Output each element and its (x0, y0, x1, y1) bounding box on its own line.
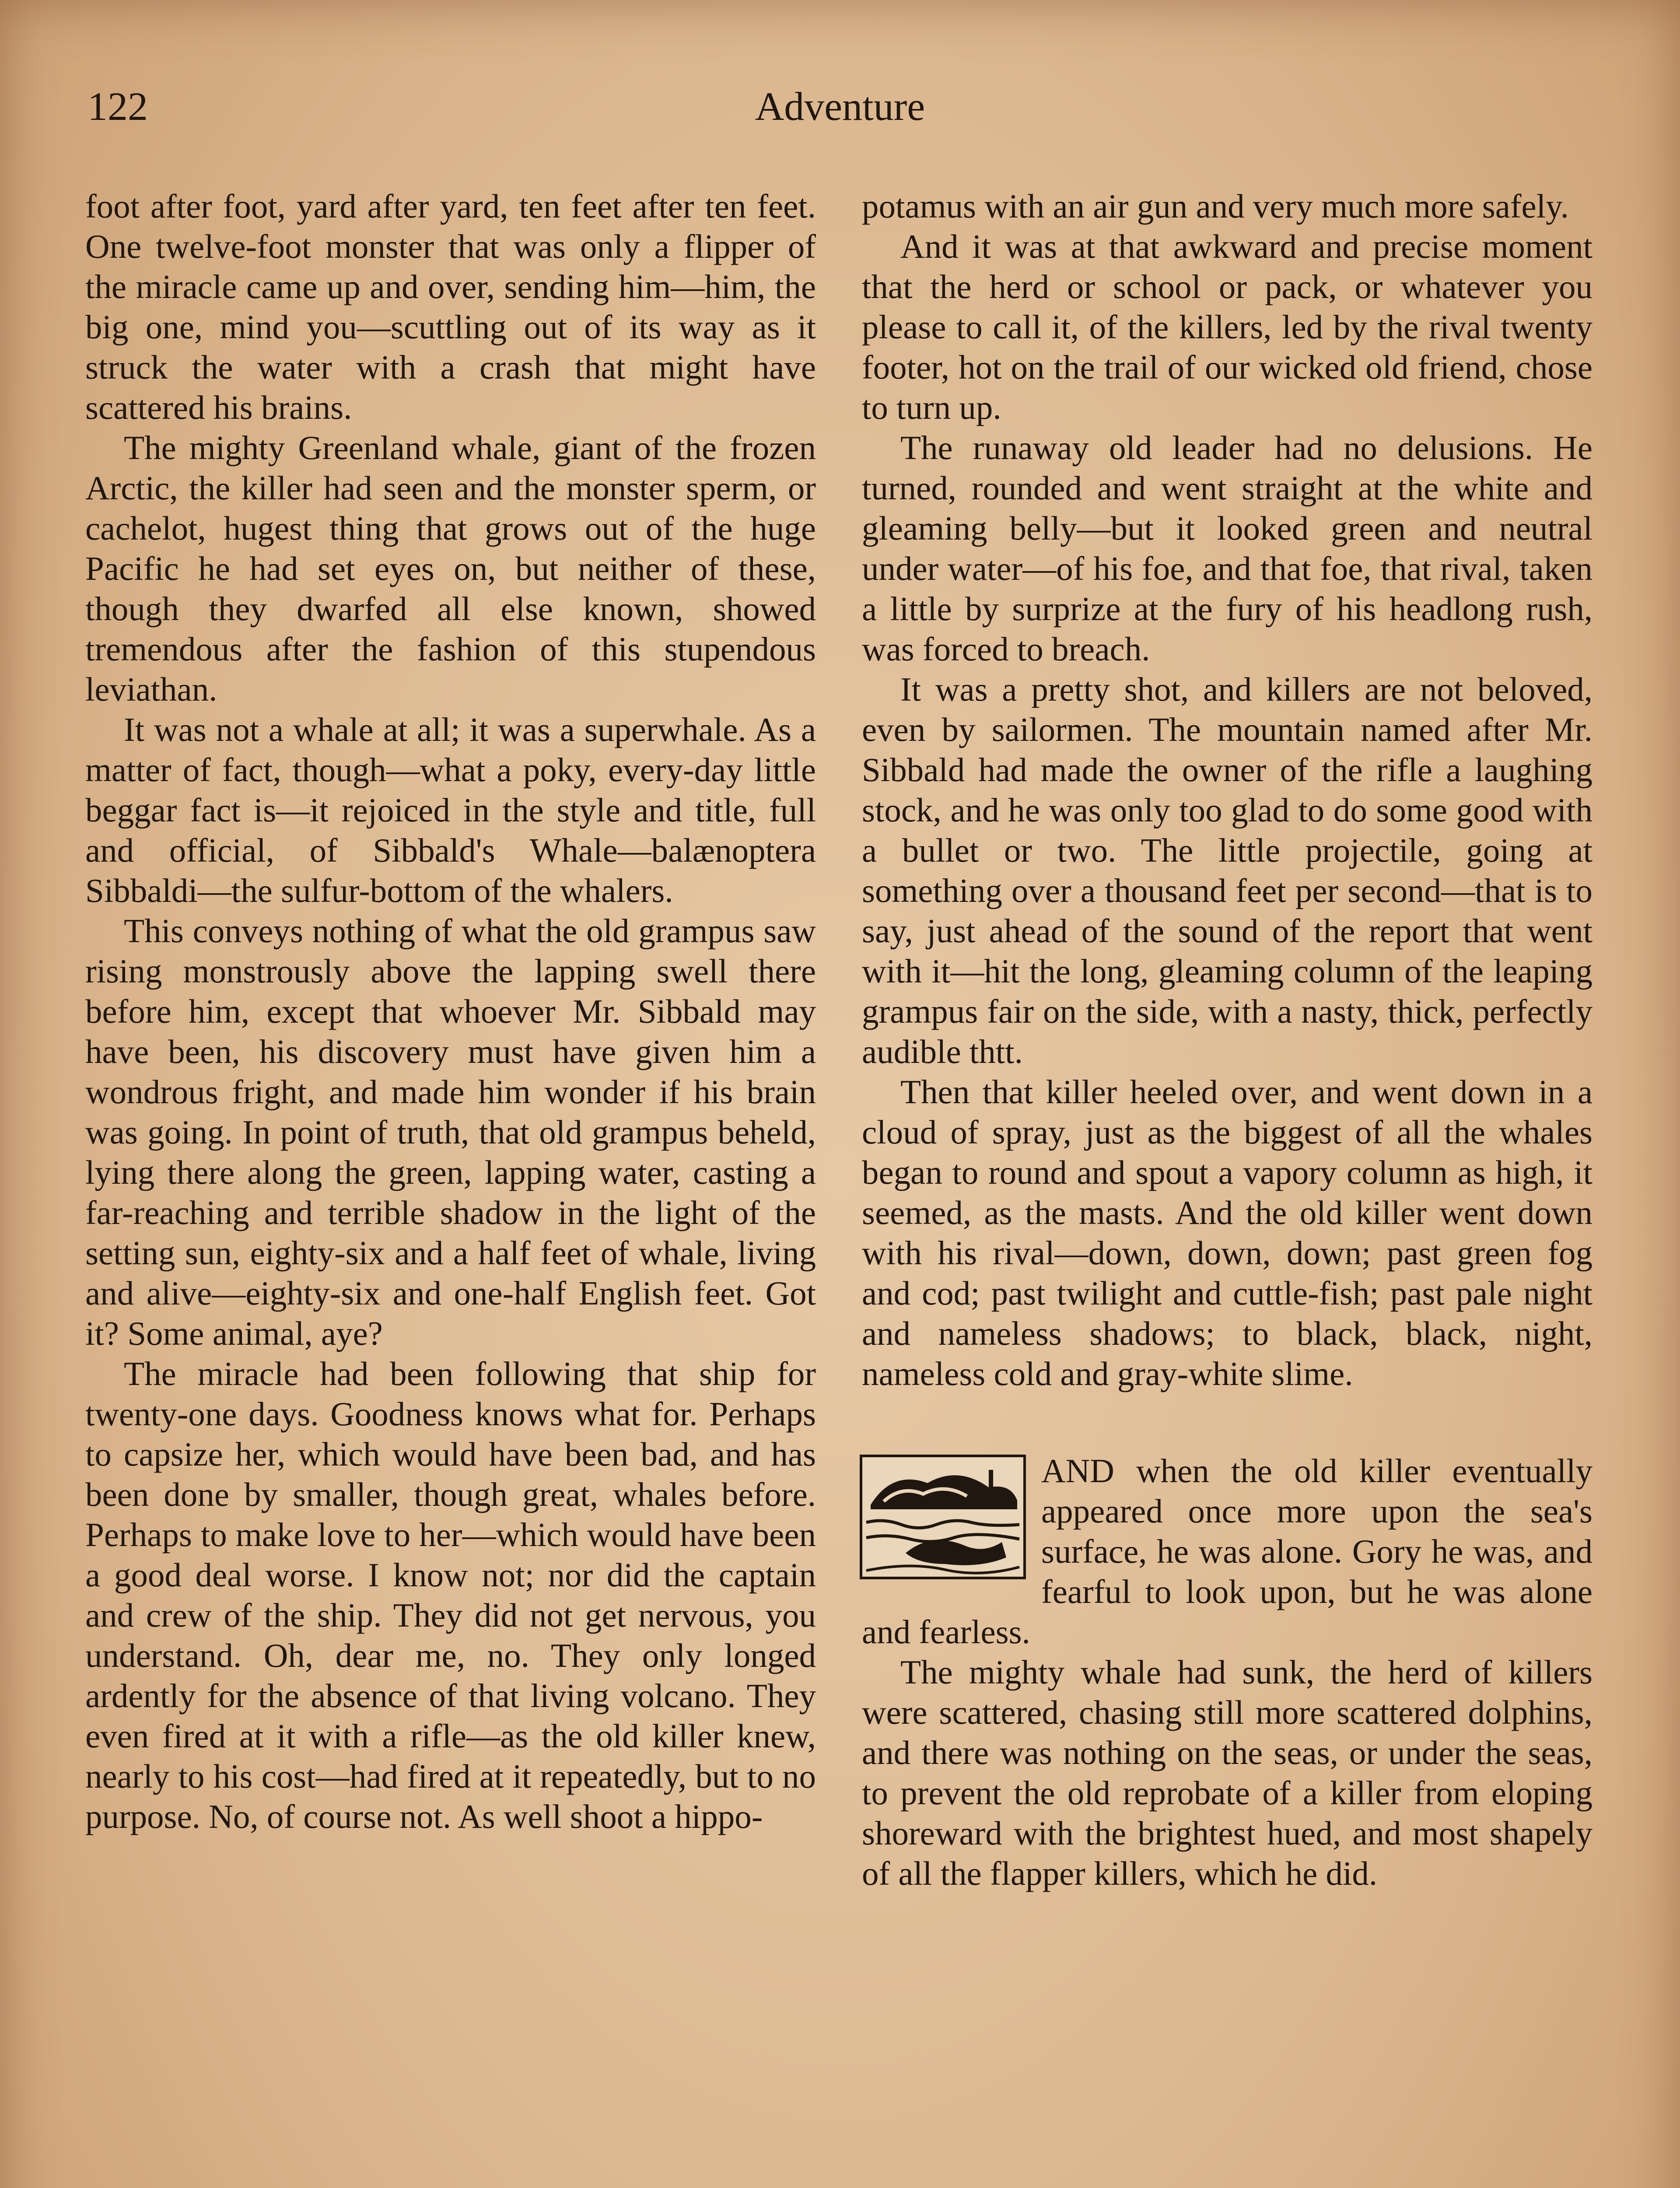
whale-vignette-icon (858, 1452, 1028, 1581)
text-column-left (85, 186, 816, 1837)
running-head: Adventure (755, 84, 925, 129)
paragraph: The miracle had been following that ship for twenty-one days. Goodness knows what for. Perhaps to capsize her, which would have been bad, and has been done by smaller, though great, whales before. Perhaps to make love to her—which would have been a good deal worse. I know not; nor did the captain and crew of the ship. They did not get nervous, you understand. Oh, dear me, no. They only longed ardently for the absence of that living volcano. They even fired at it with a rifle—as the old killer knew, nearly to his cost—had fired at it repeatedly, but to no purpose. No, of course not. As well shoot a hippo- (85, 1355, 816, 1835)
section-break (862, 1451, 1592, 1893)
paragraph: It was not a whale at all; it was a superwhale. As a matter of fact, though—what a poky, every-day little beggar fact is—it rejoiced in the style and title, full and official, of Sibbald's Whale—balænoptera Sibbaldi—the sulfur-bottom of the whalers. (85, 711, 816, 909)
paragraph: Then that killer heeled over, and went down in a cloud of spray, just as the biggest of all the whales began to round and spout a vapory column as high, it seemed, as the masts. And the old killer went down with his rival—down, down, down; past green fog and cod; past twilight and cuttle-fish; past pale night and nameless shadows; to black, black, night, nameless cold and gray-white slime. (862, 1073, 1592, 1392)
paragraph: potamus with an air gun and very much more safely. (862, 187, 1569, 225)
paragraph: foot after foot, yard after yard, ten feet after ten feet. One twelve-foot monster that was only a flipper of the miracle came up and over, sending him—him, the big one, mind you—scuttling out of its way as it struck the water with a crash that might have scattered his brains. (85, 187, 816, 426)
paragraph: The mighty whale had sunk, the herd of killers were scattered, chasing still more scattered dolphins, and there was nothing on the seas, or under the seas, to prevent the old reprobate of a killer from eloping shoreward with the brightest hued, and most shapely of all the flapper killers, which he did. (862, 1653, 1592, 1892)
paragraph: And it was at that awkward and precise moment that the herd or school or pack, or whatever you please to call it, of the killers, led by the rival twenty footer, hot on the trail of our wicked old friend, chose to turn up. (862, 228, 1592, 426)
paragraph: This conveys nothing of what the old grampus saw rising monstrously above the lapping swell there before him, except that whoever Mr. Sibbald may have been, his discovery must have given him a wondrous fright, and made him wonder if his brain was going. In point of truth, that old grampus beheld, lying there along the green, lapping water, casting a far-reaching and terrible shadow in the light of the setting sun, eighty-six and a half feet of whale, living and alive—eighty-six and one-half English feet. Got it? Some animal, aye? (85, 912, 816, 1352)
paragraph: The mighty Greenland whale, giant of the frozen Arctic, the killer had seen and the monster sperm, or cachelot, hugest thing that grows out of the huge Pacific he had set eyes on, but neither of these, though they dwarfed all else known, showed tremendous after the fashion of this stupendous leviathan. (85, 429, 816, 708)
page-header (83, 83, 1597, 136)
paragraph: The runaway old leader had no delusions. He turned, rounded and went straight at the white and gleaming belly—but it looked green and neutral under water—of his foe, and that foe, that rival, taken a little by surprize at the fury of his headlong rush, was forced to breach. (862, 429, 1592, 668)
section-opening-paragraph: AND when the old killer eventually appeared once more upon the sea's surface, he was alone. Gory he was, and fearful to look upon, but he was alone and fearless. (862, 1452, 1592, 1651)
text-column-right (862, 186, 1592, 1893)
paragraph: It was a pretty shot, and killers are not beloved, even by sailormen. The mountain named after Mr. Sibbald had made the owner of the rifle a laughing stock, and he was only too glad to do some good with a bullet or two. The little projectile, going at something over a thousand feet per second—that is to say, just ahead of the sound of the report that went with it—hit the long, gleaming column of the leaping grampus fair on the side, with a nasty, thick, perfectly audible thtt. (862, 670, 1592, 1070)
page-number: 122 (88, 84, 148, 129)
